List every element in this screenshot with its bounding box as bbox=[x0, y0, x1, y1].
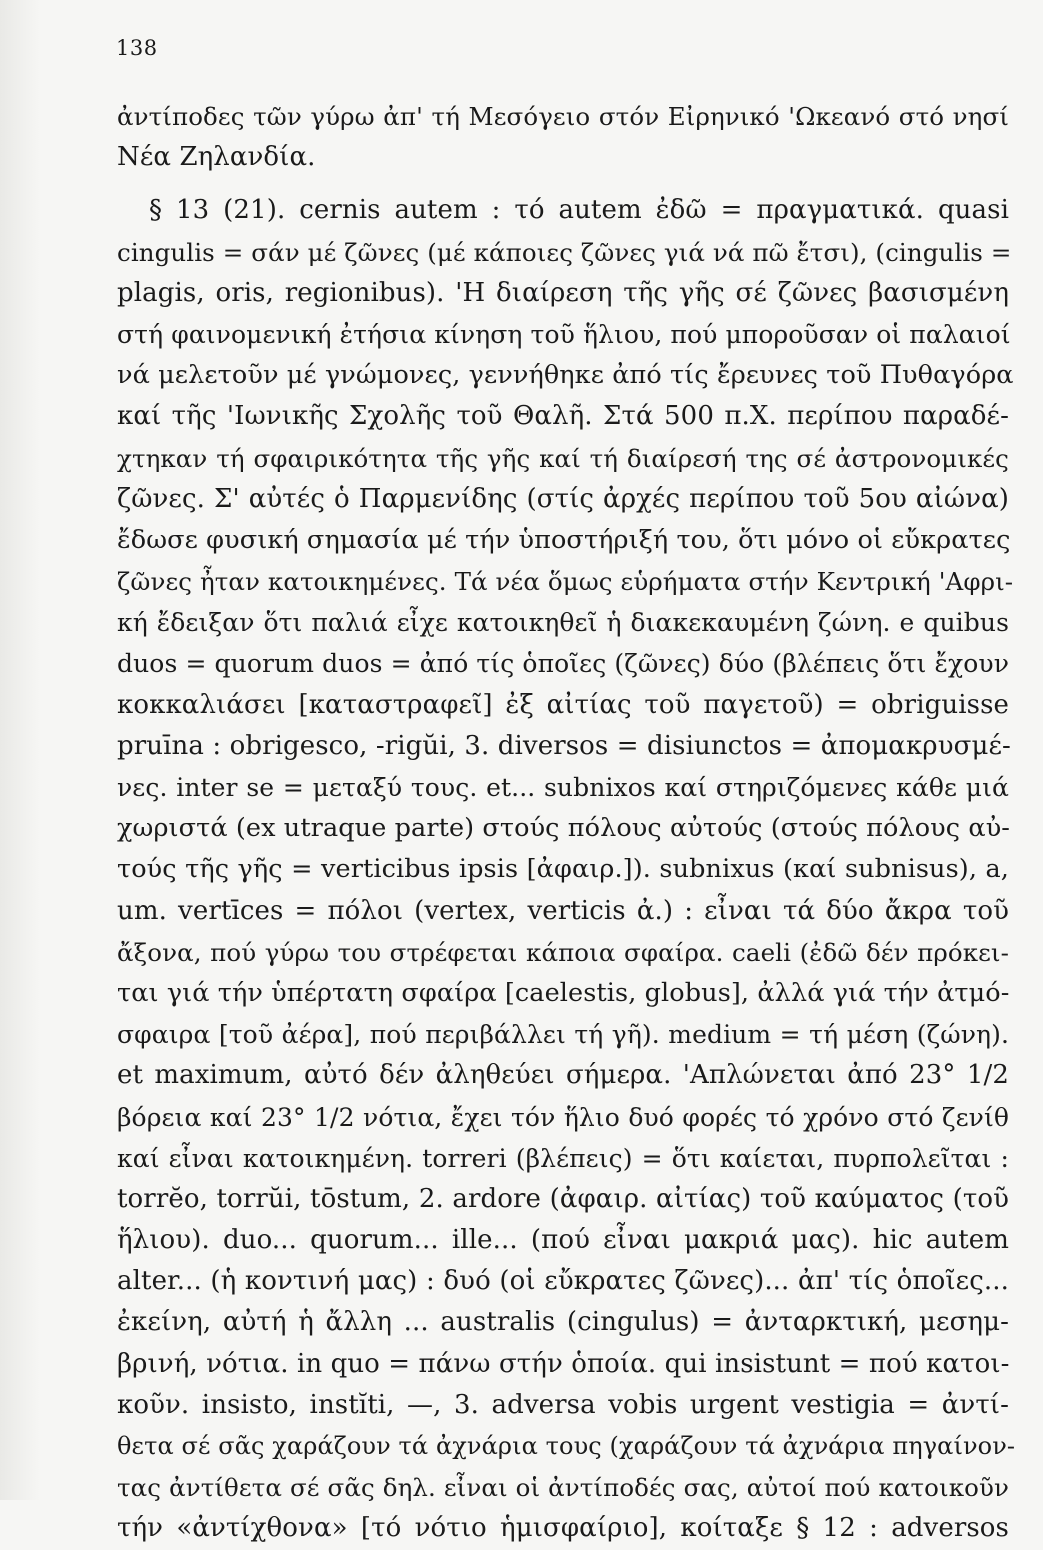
text-line-35: τήν «ἀντίχθονα» [τό νότιο ἡμισφαίριο], κοίταξε § 12 : adversos bbox=[117, 1513, 1009, 1544]
text-line-32: κοῦν. insisto, instĭti, —, 3. adversa vobis urgent vestigia = ἀντί- bbox=[117, 1389, 1009, 1420]
text-line-20: um. vertīces = πόλοι (vertex, verticis ἀ.) : εἶναι τά δύο ἄκρα τοῦ bbox=[117, 895, 1009, 926]
text-line-13: κή ἔδειξαν ὅτι παλιά εἶχε κατοικηθεῖ ἡ διακεκαυμένη ζώνη. e quibus bbox=[117, 608, 1009, 638]
text-line-15: κοκκαλιάσει [καταστραφεῖ] ἐξ αἰτίας τοῦ παγετοῦ) = obriguisse bbox=[117, 689, 1009, 720]
text-line-19: τούς τῆς γῆς = verticibus ipsis [ἀφαιρ.]). subnixus (καί subnisus), a, bbox=[117, 854, 1009, 885]
text-line-29: alter... (ἡ κοντινή μας) : δυό (οἱ εὔκρατες ζῶνες)... ἀπ' τίς ὁποῖες... bbox=[117, 1266, 1009, 1297]
text-line-1: ἀντίποδες τῶν γύρω ἀπ' τή Μεσόγειο στόν Εἰρηνικό 'Ωκεανό στό νησί bbox=[117, 102, 1009, 131]
text-line-31: βρινή, νότια. in quo = πάνω στήν ὁποία. qui insistunt = πού κατοι- bbox=[117, 1348, 1010, 1379]
text-line-22: ται γιά τήν ὑπέρτατη σφαίρα [caelestis, globus], ἀλλά γιά τήν ἀτμό- bbox=[117, 977, 1010, 1008]
text-line-4: cingulis = σάν μέ ζῶνες (μέ κάποιες ζῶνες γιά νά πῶ ἔτσι), (cingulis = bbox=[117, 237, 1012, 267]
text-line-8: καί τῆς 'Ιωνικῆς Σχολῆς τοῦ Θαλῆ. Στά 500 π.Χ. περίπου παραδέ- bbox=[117, 401, 1009, 432]
text-line-3: § 13 (21). cernis autem : τό autem ἐδῶ = πραγματικά. quasi bbox=[149, 195, 1009, 226]
text-line-34: τας ἀντίθετα σέ σᾶς δηλ. εἶναι οἱ ἀντίποδές σας, αὐτοί πού κατοικοῦν bbox=[117, 1473, 1009, 1503]
text-line-14: duos = quorum duos = ἀπό τίς ὁποῖες (ζῶνες) δύο (βλέπεις ὅτι ἔχουν bbox=[117, 649, 1009, 679]
text-line-5: plagis, oris, regionibus). 'Η διαίρεση τῆς γῆς σέ ζῶνες βασισμένη bbox=[117, 277, 1009, 308]
page-number: 138 bbox=[116, 36, 158, 60]
text-line-2: Νέα Ζηλανδία. bbox=[117, 142, 316, 173]
text-line-17: νες. inter se = μεταξύ τους. et... subnixos καί στηριζόμενες κάθε μιά bbox=[117, 773, 1009, 802]
page-edge-shadow bbox=[0, 0, 40, 1500]
text-line-25: βόρεια καί 23° 1/2 νότια, ἔχει τόν ἥλιο δυό φορές τό χρόνο στό ζενίθ bbox=[117, 1102, 1009, 1132]
text-line-7: νά μελετοῦν μέ γνώμονες, γεννήθηκε ἀπό τίς ἔρευνες τοῦ Πυθαγόρα bbox=[117, 360, 1014, 391]
text-line-33: θετα σέ σᾶς χαράζουν τά ἀχνάρια τους (χαράζουν τά ἀχνάρια πηγαίνον- bbox=[117, 1432, 1016, 1460]
text-line-18: χωριστά (ex utraque parte) στούς πόλους αὐτούς (στούς πόλους αὐ- bbox=[117, 813, 1011, 844]
text-line-6: στή φαινομενική ἐτήσια κίνηση τοῦ ἥλιου, πού μποροῦσαν οἱ παλαιοί bbox=[117, 319, 1011, 349]
text-line-30: ἐκείνη, αὐτή ἡ ἄλλη ... australis (cingulus) = ἀνταρκτική, μεσημ- bbox=[117, 1307, 1009, 1338]
text-line-28: ἥλιου). duo... quorum... ille... (πού εἶναι μακριά μας). hic autem bbox=[117, 1225, 1009, 1256]
text-line-11: ἔδωσε φυσική σημασία μέ τήν ὑποστήριξή του, ὅτι μόνο οἱ εὔκρατες bbox=[117, 524, 1011, 555]
text-line-12: ζῶνες ἦταν κατοικημένες. Τά νέα ὅμως εὑρήματα στήν Κεντρική 'Αφρι- bbox=[117, 567, 1014, 597]
text-line-21: ἄξονα, πού γύρω του στρέφεται κάποια σφαίρα. caeli (ἐδῶ δέν πρόκει- bbox=[117, 937, 1009, 967]
text-line-26: καί εἶναι κατοικημένη. torreri (βλέπεις) = ὅτι καίεται, πυρπολεῖται : bbox=[117, 1143, 1009, 1173]
text-line-10: ζῶνες. Σ' αὐτές ὁ Παρμενίδης (στίς ἀρχές περίπου τοῦ 5ου αἰώνα) bbox=[117, 483, 1009, 514]
body-text bbox=[117, 96, 1016, 1550]
text-line-9: χτηκαν τή σφαιρικότητα τῆς γῆς καί τή διαίρεσή της σέ ἀστρονομικές bbox=[117, 443, 1009, 473]
text-line-16: pruīna : obrigesco, -rigŭi, 3. diversos = disiunctos = ἀπομακρυσμέ- bbox=[117, 730, 1011, 761]
text-line-27: torrĕo, torrŭi, tōstum, 2. ardore (ἀφαιρ. αἰτίας) τοῦ καύματος (τοῦ bbox=[117, 1183, 1009, 1214]
text-line-23: σφαιρα [τοῦ ἀέρα], πού περιβάλλει τή γῆ). medium = τή μέση (ζώνη). bbox=[117, 1020, 1009, 1050]
text-line-24: et maximum, αὐτό δέν ἀληθεύει σήμερα. 'Απλώνεται ἀπό 23° 1/2 bbox=[117, 1060, 1009, 1091]
paragraph-gap bbox=[117, 178, 1009, 190]
